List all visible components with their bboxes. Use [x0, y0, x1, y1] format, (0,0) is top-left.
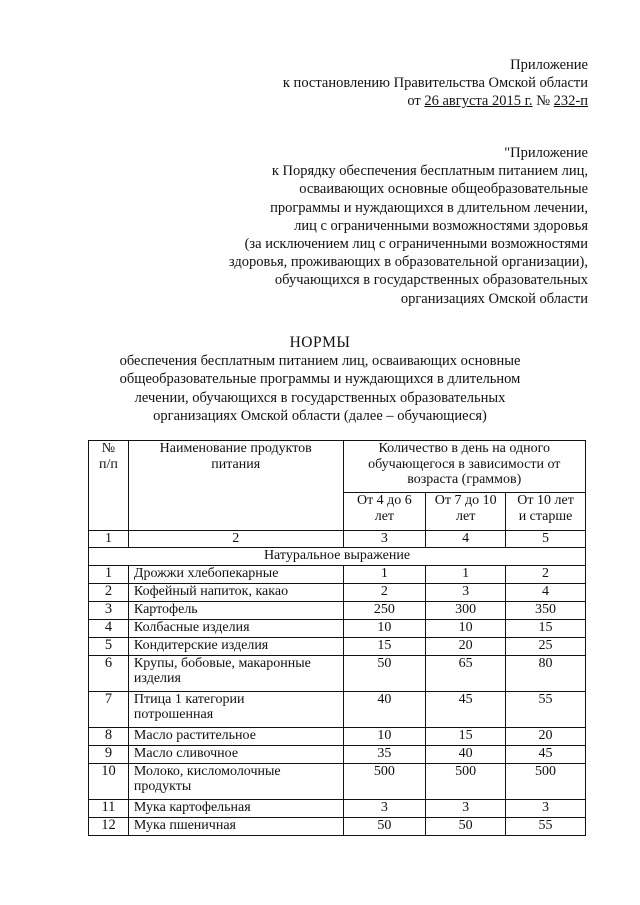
product-name — [128, 817, 343, 835]
qty-age-4-6: 500 — [343, 763, 426, 799]
qty-age-4-6: 3 — [343, 799, 426, 817]
qty-age-10-plus: 20 — [506, 727, 586, 745]
qty-age-10-plus: 15 — [506, 619, 586, 637]
norms-subtitle-line: лечении, обучающихся в государственных образовательных — [134, 389, 506, 406]
row-number: 9 — [89, 745, 129, 763]
norms-subtitle-line: обеспечения бесплатным питанием лиц, осваивающих основные — [119, 353, 521, 370]
row-number: 3 — [89, 601, 129, 619]
index-cell: 3 — [343, 531, 426, 548]
col-name-line: питания — [211, 456, 261, 472]
qty-age-10-plus: 3 — [506, 799, 586, 817]
number-prefix: № — [536, 93, 551, 110]
qty-age-7-10: 1 — [426, 565, 506, 583]
product-name-line: Птица 1 категории — [133, 691, 245, 707]
product-name — [128, 745, 343, 763]
index-cell: 2 — [128, 531, 343, 548]
col-quantity-header — [343, 441, 586, 493]
col-number-header — [89, 441, 129, 531]
col-age-10-plus — [506, 493, 586, 531]
qty-age-10-plus: 45 — [506, 745, 586, 763]
qty-age-10-plus: 25 — [506, 637, 586, 655]
col-age-4-6 — [343, 493, 426, 531]
product-name-line: продукты — [133, 779, 192, 795]
col-quantity-line: возраста (граммов) — [407, 472, 522, 488]
qty-age-4-6: 50 — [343, 817, 426, 835]
table-header-row — [89, 441, 586, 493]
age-line: От 10 лет — [517, 493, 574, 508]
qty-age-4-6: 15 — [343, 637, 426, 655]
product-name-line: Молоко, кисломолочные — [133, 763, 281, 779]
qty-age-4-6: 1 — [343, 565, 426, 583]
qty-age-7-10: 50 — [426, 817, 506, 835]
product-name — [128, 619, 343, 637]
table-row — [89, 565, 586, 583]
col-number-line: п/п — [99, 456, 118, 472]
qty-age-10-plus: 80 — [506, 655, 586, 691]
col-name-header — [128, 441, 343, 531]
row-number: 1 — [89, 565, 129, 583]
qty-age-7-10: 3 — [426, 583, 506, 601]
table-row — [89, 799, 586, 817]
order-header-line: обучающихся в государственных образовательных — [274, 272, 588, 289]
index-cell: 4 — [426, 531, 506, 548]
norms-title: НОРМЫ — [289, 334, 351, 351]
qty-age-4-6: 250 — [343, 601, 426, 619]
qty-age-10-plus: 55 — [506, 691, 586, 727]
norms-subtitle-line: общеобразовательные программы и нуждающихся в длительном — [119, 371, 521, 388]
order-header-line: "Приложение — [504, 145, 588, 161]
product-name — [128, 583, 343, 601]
qty-age-4-6: 2 — [343, 583, 426, 601]
product-name — [128, 601, 343, 619]
row-number: 4 — [89, 619, 129, 637]
table-row — [89, 619, 586, 637]
col-quantity-line: Количество в день на одного — [378, 441, 551, 456]
qty-age-7-10: 500 — [426, 763, 506, 799]
qty-age-4-6: 50 — [343, 655, 426, 691]
product-name-line: потрошенная — [133, 707, 214, 723]
index-cell: 1 — [89, 531, 129, 548]
product-name — [128, 655, 343, 691]
table-row — [89, 637, 586, 655]
table-row — [89, 655, 586, 691]
qty-age-7-10: 45 — [426, 691, 506, 727]
qty-age-7-10: 3 — [426, 799, 506, 817]
product-name-line: Мука пшеничная — [133, 817, 236, 833]
age-line: От 7 до 10 — [434, 493, 497, 508]
table-index-row — [89, 531, 586, 548]
col-quantity-line: обучающегося в зависимости от — [368, 456, 561, 472]
qty-age-10-plus: 2 — [506, 565, 586, 583]
col-age-7-10 — [426, 493, 506, 531]
product-name — [128, 727, 343, 745]
col-name-line: Наименование продуктов — [159, 441, 312, 456]
age-line: лет — [456, 508, 476, 524]
norms-heading — [95, 334, 545, 425]
product-name — [128, 565, 343, 583]
qty-age-10-plus: 55 — [506, 817, 586, 835]
product-name-line: Мука картофельная — [133, 799, 251, 815]
order-header — [229, 144, 588, 308]
qty-age-7-10: 20 — [426, 637, 506, 655]
order-header-line: организациях Омской области — [400, 290, 588, 307]
order-header-line: осваивающих основные общеобразовательные — [299, 181, 588, 198]
age-line: лет — [374, 508, 395, 524]
order-header-line: (за исключением лиц с ограниченными возможностями — [244, 236, 588, 253]
order-header-line: здоровья, проживающих в образовательной организации), — [228, 254, 588, 271]
section-row — [89, 547, 586, 565]
product-name-line: изделия — [133, 671, 181, 687]
table-row — [89, 583, 586, 601]
appendix-date-line — [283, 92, 588, 110]
resolution-date: 26 августа 2015 г. — [424, 93, 533, 110]
norms-table — [88, 440, 586, 836]
table-row — [89, 817, 586, 835]
qty-age-7-10: 65 — [426, 655, 506, 691]
appendix-resolution: к постановлению Правительства Омской области — [282, 75, 588, 92]
qty-age-4-6: 35 — [343, 745, 426, 763]
qty-age-7-10: 15 — [426, 727, 506, 745]
row-number: 10 — [89, 763, 129, 799]
age-line: От 4 до 6 — [356, 493, 412, 508]
product-name-line: Кофейный напиток, какао — [133, 583, 289, 599]
row-number: 8 — [89, 727, 129, 745]
product-name — [128, 691, 343, 727]
product-name-line: Колбасные изделия — [133, 619, 250, 635]
table-row — [89, 745, 586, 763]
qty-age-4-6: 10 — [343, 619, 426, 637]
product-name-line: Дрожжи хлебопекарные — [133, 565, 279, 581]
row-number: 2 — [89, 583, 129, 601]
qty-age-4-6: 40 — [343, 691, 426, 727]
qty-age-10-plus: 4 — [506, 583, 586, 601]
product-name-line: Кондитерские изделия — [133, 637, 269, 653]
qty-age-7-10: 40 — [426, 745, 506, 763]
appendix-title: Приложение — [510, 57, 588, 73]
table-row — [89, 763, 586, 799]
qty-age-7-10: 10 — [426, 619, 506, 637]
order-header-line: к Порядку обеспечения бесплатным питанием лиц, — [271, 163, 588, 180]
row-number: 5 — [89, 637, 129, 655]
product-name-line: Масло растительное — [133, 727, 256, 743]
resolution-number: 232-п — [553, 93, 588, 110]
table-row — [89, 727, 586, 745]
row-number: 7 — [89, 691, 129, 727]
appendix-header — [283, 56, 588, 111]
row-number: 6 — [89, 655, 129, 691]
table-row — [89, 691, 586, 727]
age-line: и старше — [518, 508, 573, 524]
product-name — [128, 763, 343, 799]
section-title: Натуральное выражение — [89, 547, 586, 565]
row-number: 11 — [89, 799, 129, 817]
qty-age-10-plus: 500 — [506, 763, 586, 799]
table-row — [89, 601, 586, 619]
product-name — [128, 637, 343, 655]
row-number: 12 — [89, 817, 129, 835]
order-header-line: лиц с ограниченными возможностями здоровья — [294, 217, 588, 234]
qty-age-4-6: 10 — [343, 727, 426, 745]
product-name-line: Крупы, бобовые, макаронные — [133, 655, 311, 671]
col-number-line: № — [101, 441, 116, 456]
table-body — [89, 565, 586, 835]
product-name-line: Картофель — [133, 601, 198, 617]
product-name-line: Масло сливочное — [133, 745, 239, 761]
norms-subtitle-line: организациях Омской области (далее – обучающиеся) — [153, 407, 487, 424]
index-cell: 5 — [506, 531, 586, 548]
qty-age-10-plus: 350 — [506, 601, 586, 619]
order-header-line: программы и нуждающихся в длительном лечении, — [270, 199, 588, 216]
date-prefix: от — [407, 93, 421, 110]
product-name — [128, 799, 343, 817]
qty-age-7-10: 300 — [426, 601, 506, 619]
